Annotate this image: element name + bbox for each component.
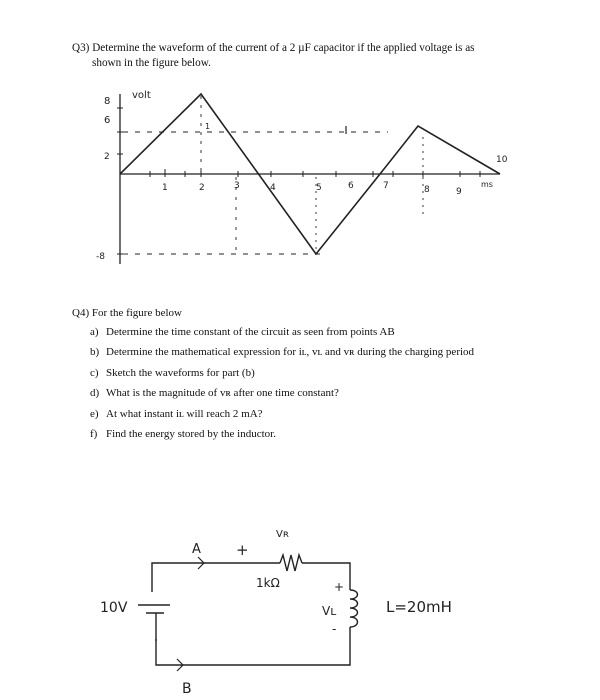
inductor-voltage-label: Vʟ xyxy=(322,604,337,618)
annotation-label: 1 xyxy=(205,122,211,131)
inductor-plus-sign: + xyxy=(334,580,345,594)
q4-item-label: f) xyxy=(90,427,98,440)
circuit-right-wire xyxy=(156,627,350,665)
terminal-a-label: A xyxy=(192,542,201,557)
terminal-b-label: B xyxy=(182,681,192,695)
x-tick-label: 1 xyxy=(162,183,168,193)
q4-item-label: b) xyxy=(90,346,100,359)
x-tick-label: 5 xyxy=(316,183,322,193)
x-tick-label: 6 xyxy=(348,181,354,191)
q4-item xyxy=(90,366,474,381)
x-tick-label: 8 xyxy=(424,185,430,195)
x-axis-unit-label: ms xyxy=(481,180,493,189)
q4-item-label: d) xyxy=(90,387,100,400)
resistor-symbol xyxy=(280,555,302,571)
resistor-voltage-label: Vʀ xyxy=(276,529,289,540)
q4-item xyxy=(90,407,474,422)
source-voltage-label: 10V xyxy=(100,600,128,616)
q4-item xyxy=(90,345,474,360)
inductor-minus-sign: - xyxy=(332,622,337,636)
y-tick-label: -8 xyxy=(96,252,105,262)
q4-question xyxy=(72,306,474,447)
y-tick-label: 8 xyxy=(104,96,111,107)
q3-question xyxy=(72,41,532,71)
q4-item-text: What is the magnitude of vʀ after one time constant? xyxy=(106,387,339,400)
y-tick-label: 6 xyxy=(104,115,111,126)
x-tick-label: 9 xyxy=(456,187,462,197)
q4-item-label: c) xyxy=(90,366,99,379)
y-axis-unit-label: volt xyxy=(132,90,151,101)
rl-circuit-figure xyxy=(80,515,520,695)
q3-text-line1: Determine the waveform of the current of a 2 µF capacitor if the applied voltage is as xyxy=(92,42,475,54)
q4-item xyxy=(90,325,474,340)
x-tick-label: 2 xyxy=(199,183,205,193)
q3-number: Q3) xyxy=(72,42,90,54)
q4-item-text: Determine the mathematical expression for iʟ, vʟ and vʀ during the charging period xyxy=(106,346,475,359)
q3-text-line2: shown in the figure below. xyxy=(92,57,211,69)
x-tick-label: 10 xyxy=(496,155,508,165)
q4-item-text: Determine the time constant of the circuit as seen from points AB xyxy=(106,326,395,338)
q4-item-list xyxy=(72,325,474,442)
x-tick-label: 7 xyxy=(383,181,389,191)
inductor-symbol xyxy=(350,590,358,627)
voltage-waveform-figure xyxy=(88,82,518,272)
guide-lines xyxy=(123,96,423,254)
q4-item-text: Sketch the waveforms for part (b) xyxy=(106,366,255,379)
q4-item xyxy=(90,386,474,401)
x-tick-label: 3 xyxy=(234,181,240,191)
q4-item-label: a) xyxy=(90,326,99,338)
x-tick-label: 4 xyxy=(270,183,276,193)
inductor-value-label: L=20mH xyxy=(386,598,452,616)
resistor-plus-sign: + xyxy=(236,541,249,559)
q4-item-text: Find the energy stored by the inductor. xyxy=(106,427,276,440)
y-tick-label: 2 xyxy=(104,152,110,162)
q4-heading: Q4) For the figure below xyxy=(72,307,182,319)
q4-item-text: At what instant iʟ will reach 2 mA? xyxy=(106,407,263,420)
x-axis-tick-marks xyxy=(150,169,480,177)
resistor-value-label: 1kΩ xyxy=(256,576,280,590)
q4-item-label: e) xyxy=(90,407,99,420)
q4-item xyxy=(90,427,474,442)
